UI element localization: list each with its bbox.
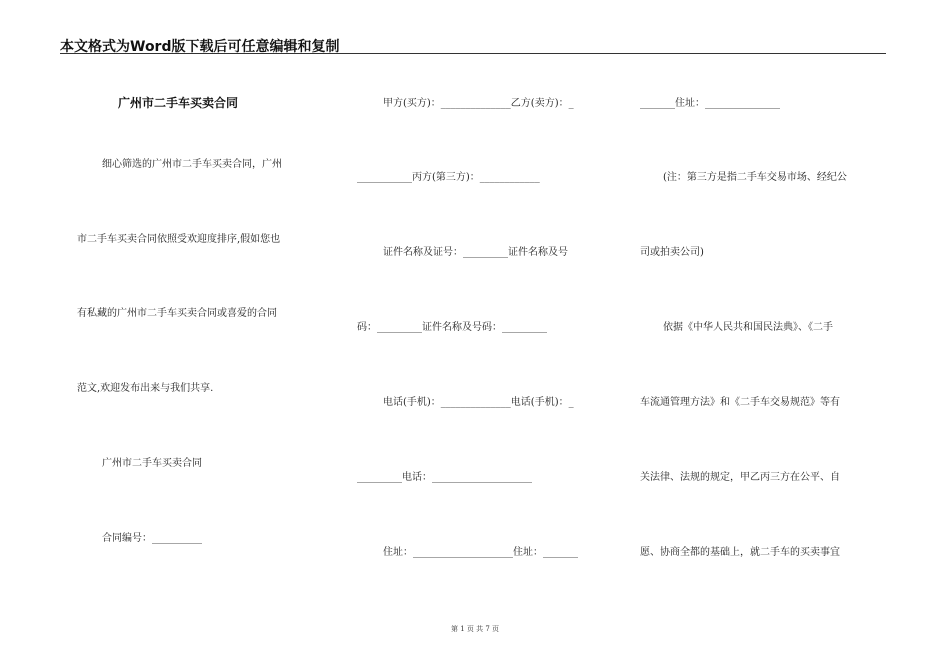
intro-line-1: 细心筛选的广州市二手车买卖合同，广州 [102, 159, 282, 170]
legal-basis-line-3: 关法律、法规的规定，甲乙丙三方在公平、自 [640, 472, 840, 483]
third-party-note: (注：第三方是指二手车交易市场、经纪公 [663, 172, 847, 183]
address-line-2: _______住址：_______________ [640, 98, 780, 109]
party-a-b-line: 甲方(买方)：______________乙方(卖方)：_ [383, 98, 574, 109]
intro-line-2: 市二手车买卖合同依照受欢迎度排序,假如您也 [77, 234, 281, 245]
contract-number-field: 合同编号：__________ [102, 533, 202, 544]
phone-line-2: _________电话：____________________ [357, 472, 532, 483]
document-header-title: 本文格式为Word版下载后可任意编辑和复制 [60, 39, 340, 55]
page-number: 第 1 页 共 7 页 [450, 625, 500, 633]
address-line: 住址：____________________住址：_______ [383, 547, 578, 558]
contract-subtitle: 广州市二手车买卖合同 [102, 458, 202, 469]
contract-title: 广州市二手车买卖合同 [118, 96, 239, 110]
phone-line: 电话(手机)：______________电话(手机)：_ [383, 397, 574, 408]
legal-basis-line-2: 车流通管理方法》和《二手车交易规范》等有 [640, 397, 840, 408]
header-divider [60, 53, 886, 54]
party-c-line: ___________丙方(第三方)：____________ [357, 172, 540, 183]
legal-basis-line-4: 愿、协商全都的基础上，就二手车的买卖事宜 [640, 547, 840, 558]
intro-line-4: 范文,欢迎发布出来与我们共享. [77, 383, 214, 394]
id-document-line: 证件名称及证号：_________证件名称及号 [383, 247, 568, 258]
legal-basis-line-1: 依据《中华人民共和国民法典》、《二手 [663, 322, 833, 333]
third-party-note-cont: 司或拍卖公司) [640, 247, 704, 258]
id-number-line: 码：_________证件名称及号码：_________ [357, 322, 547, 333]
intro-line-3: 有私藏的广州市二手车买卖合同或喜爱的合同 [77, 308, 277, 319]
